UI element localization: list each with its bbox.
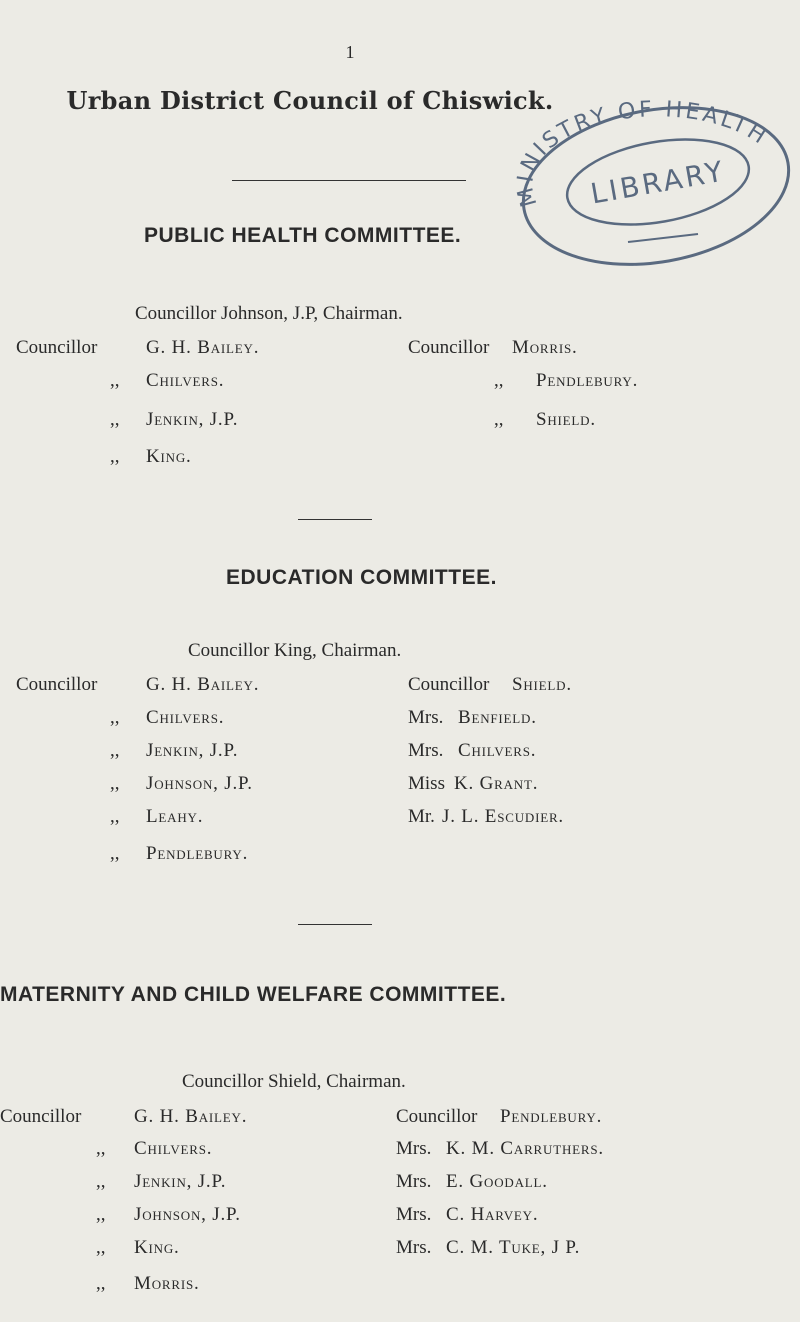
member-name: K. M. Carruthers. <box>446 1138 604 1159</box>
member-prefix: ,, <box>494 370 504 391</box>
member-name: Jenkin, J.P. <box>146 409 239 430</box>
member-prefix: Mrs. <box>396 1171 432 1192</box>
member-name: Johnson, J.P. <box>134 1204 241 1225</box>
member-name: Morris. <box>512 337 578 358</box>
member-name: Shield. <box>536 409 596 430</box>
member-name: G. H. Bailey. <box>146 337 260 358</box>
member-prefix: Mrs. <box>408 707 444 728</box>
divider <box>232 180 466 181</box>
chairman-line: Councillor Shield, Chairman. <box>182 1071 406 1092</box>
member-name: C. M. Tuke, J P. <box>446 1237 581 1258</box>
member-prefix: ,, <box>110 370 120 391</box>
member-prefix: ,, <box>110 843 120 864</box>
member-name: J. L. Escudier. <box>442 806 564 827</box>
member-name: Leahy. <box>146 806 204 827</box>
member-prefix: Councillor <box>396 1106 478 1127</box>
member-name: Jenkin, J.P. <box>146 740 239 761</box>
member-prefix: ,, <box>96 1237 106 1258</box>
member-prefix: ,, <box>494 409 504 430</box>
member-name: G. H. Bailey. <box>134 1106 248 1127</box>
member-prefix: ,, <box>96 1171 106 1192</box>
member-prefix: Mr. <box>408 806 435 827</box>
member-prefix: ,, <box>110 773 120 794</box>
member-prefix: Councillor <box>16 337 98 358</box>
divider <box>298 924 372 925</box>
member-prefix: ,, <box>110 446 120 467</box>
member-name: C. Harvey. <box>446 1204 539 1225</box>
member-prefix: Miss <box>408 773 445 794</box>
member-prefix: Councillor <box>16 674 98 695</box>
member-name: G. H. Bailey. <box>146 674 260 695</box>
member-prefix: Mrs. <box>396 1237 432 1258</box>
member-prefix: Mrs. <box>408 740 444 761</box>
section-heading: MATERNITY AND CHILD WELFARE COMMITTEE. <box>0 983 507 1006</box>
chairman-line: Councillor King, Chairman. <box>188 640 402 661</box>
member-name: Johnson, J.P. <box>146 773 253 794</box>
section-heading: PUBLIC HEALTH COMMITTEE. <box>144 224 462 247</box>
member-name: Morris. <box>134 1273 200 1294</box>
member-prefix: Councillor <box>408 337 490 358</box>
stamp-center-text: LIBRARY <box>588 154 729 211</box>
member-name: K. Grant. <box>454 773 539 794</box>
member-prefix: Mrs. <box>396 1204 432 1225</box>
chairman-line: Councillor Johnson, J.P, Chairman. <box>135 303 403 324</box>
member-prefix: ,, <box>110 740 120 761</box>
section-heading: EDUCATION COMMITTEE. <box>226 566 497 589</box>
library-stamp <box>508 94 798 274</box>
member-prefix: ,, <box>96 1204 106 1225</box>
member-name: Chilvers. <box>146 707 225 728</box>
member-name: Benfield. <box>458 707 537 728</box>
member-prefix: ,, <box>96 1273 106 1294</box>
member-name: King. <box>134 1237 180 1258</box>
member-name: Chilvers. <box>458 740 537 761</box>
member-name: E. Goodall. <box>446 1171 548 1192</box>
member-prefix: ,, <box>96 1138 106 1159</box>
member-name: Chilvers. <box>134 1138 213 1159</box>
member-name: Pendlebury. <box>536 370 639 391</box>
member-name: Chilvers. <box>146 370 225 391</box>
member-prefix: Councillor <box>0 1106 82 1127</box>
member-prefix: ,, <box>110 707 120 728</box>
member-prefix: ,, <box>110 409 120 430</box>
member-prefix: ,, <box>110 806 120 827</box>
member-name: Pendlebury. <box>146 843 249 864</box>
member-name: King. <box>146 446 192 467</box>
stamp-ring-text: MINISTRY OF HEALTH <box>512 97 773 210</box>
divider <box>298 519 372 520</box>
member-name: Shield. <box>512 674 572 695</box>
member-prefix: Mrs. <box>396 1138 432 1159</box>
member-prefix: Councillor <box>408 674 490 695</box>
member-name: Pendlebury. <box>500 1106 603 1127</box>
page-number: 1 <box>345 42 355 62</box>
member-name: Jenkin, J.P. <box>134 1171 227 1192</box>
page-title: Urban District Council of Chiswick. <box>66 86 554 115</box>
